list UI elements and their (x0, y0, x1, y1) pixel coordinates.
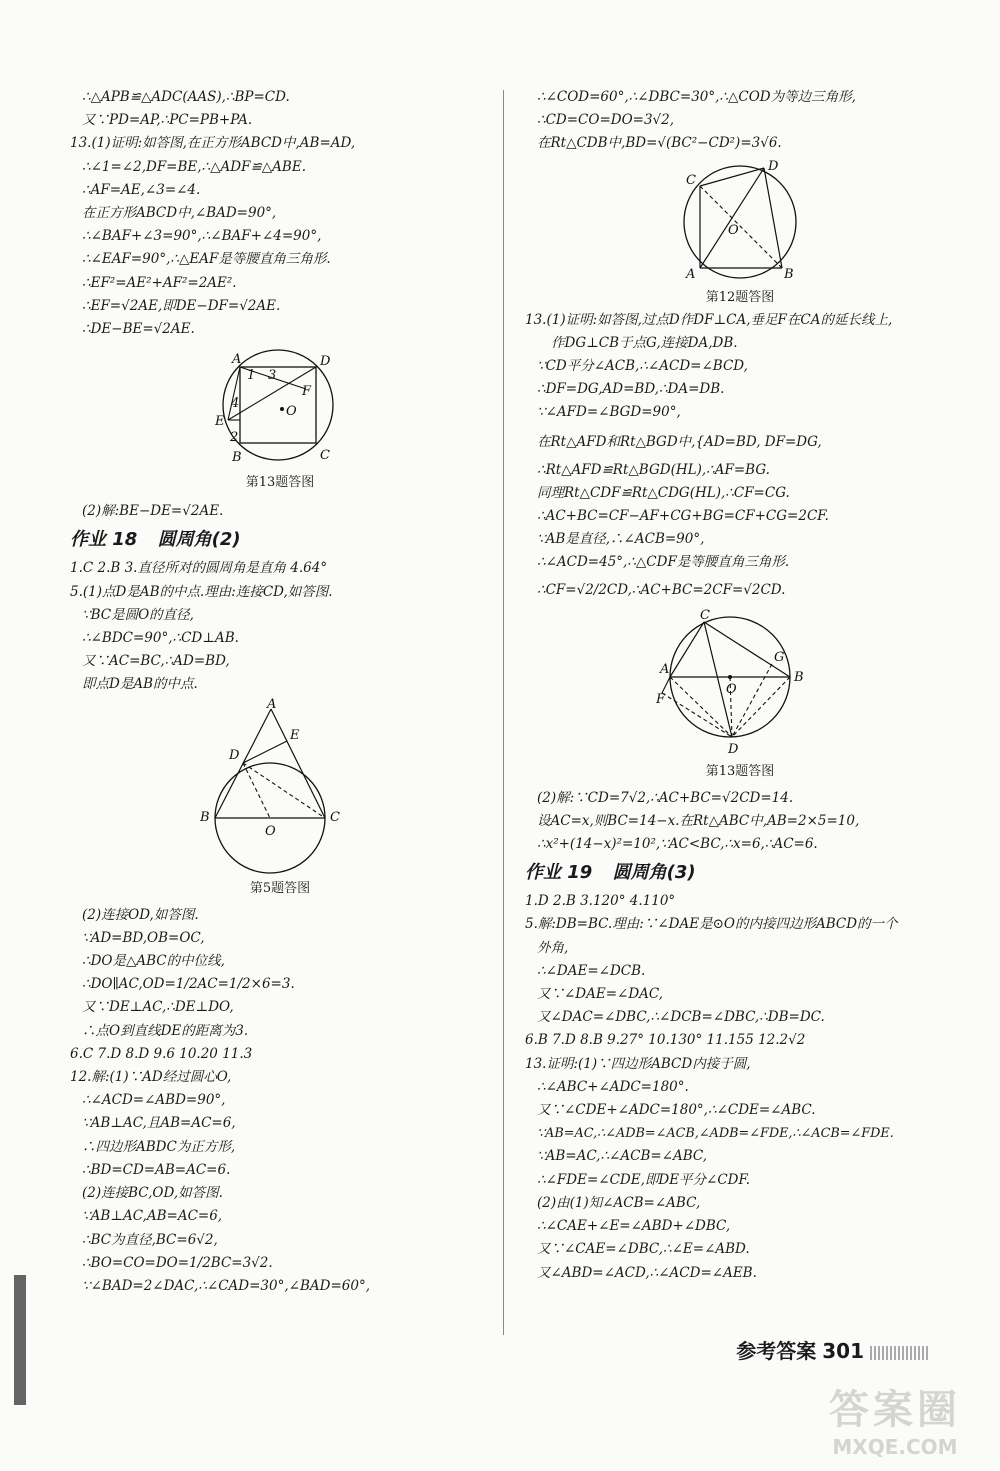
text-line: 12.解:(1)∵AD经过圆心O, (70, 1069, 232, 1086)
text-line: 5.解:DB=BC.理由:∵∠DAE是⊙O的内接四边形ABCD的一个 (525, 916, 898, 933)
page-footer (736, 1335, 930, 1364)
text-line: ∴∠ACD=45°,∴△CDF是等腰直角三角形. (537, 554, 790, 571)
watermark-url: MXQE.COM (832, 1435, 958, 1459)
text-line: ∴∠ABC+∠ADC=180°. (537, 1078, 689, 1095)
text-line: ∴EF²=AE²+AF²=2AE². (82, 274, 237, 291)
text-line: ∴CD=CO=DO=3√2, (537, 112, 675, 129)
label-1: 1 (247, 368, 256, 384)
footer-decoration (870, 1346, 930, 1360)
text-line: ∴∠ACD=∠ABD=90°, (82, 1092, 226, 1109)
figure-caption: 第5题答图 (249, 880, 311, 896)
figure-caption: 第12题答图 (705, 289, 775, 305)
label-b: B (200, 809, 210, 825)
page-edge-shadow (14, 1275, 26, 1405)
text-line: ∴AC+BC=CF−AF+CG+BG=CF+CG=2CF. (537, 508, 829, 525)
text-line: ∴∠CAE+∠E=∠ABD+∠DBC, (537, 1218, 731, 1235)
text-line: 又∵DE⊥AC,∴DE⊥DO, (82, 999, 234, 1016)
text-line: ∵BC是圆O的直径, (82, 606, 194, 623)
label-b: B (232, 450, 242, 466)
text-line: 又∵∠CAE=∠DBC,∴∠E=∠ABD. (537, 1241, 750, 1258)
label-a: A (267, 696, 277, 712)
text-line: 13.(1)证明:如答图,过点D作DF⊥CA,垂足F在CA的延长线上, (525, 311, 893, 328)
text-line: ∵CD平分∠ACB,∴∠ACD=∠BCD, (537, 358, 748, 375)
section-number: 作业 18 (70, 529, 138, 551)
text-line: (2)连接BC,OD,如答图. (82, 1185, 223, 1202)
left-column (70, 86, 490, 1298)
text-line: ∴四边形ABDC为正方形, (82, 1138, 236, 1155)
text-line: 即点D是AB的中点. (82, 676, 198, 693)
text-line: ∴∠BDC=90°,∴CD⊥AB. (82, 630, 239, 647)
text-line: ∵∠AFD=∠BGD=90°, (537, 404, 681, 421)
text-line: ∴DO是△ABC的中位线, (82, 953, 225, 970)
text-line: 又∠DAC=∠DBC,∴∠DCB=∠DBC,∴DB=DC. (537, 1009, 825, 1026)
section-title: 圆周角(3) (612, 862, 696, 884)
footer-label: 参考答案 (736, 1339, 817, 1363)
label-f: F (656, 691, 666, 707)
label-3: 3 (268, 368, 277, 384)
label-a: A (686, 266, 696, 282)
text-line: ∴∠COD=60°,∴∠DBC=30°,∴△COD为等边三角形, (537, 89, 856, 105)
watermark-logo-text: 答案圈 (829, 1387, 961, 1433)
section-header-18 (70, 525, 490, 555)
text-line: 5.(1)点D是AB的中点.理由:连接CD,如答图. (70, 583, 333, 600)
page-number: 301 (822, 1339, 864, 1363)
label-o: O (726, 681, 737, 697)
text-line: 在正方形ABCD中,∠BAD=90°, (82, 205, 277, 222)
text-line: 6.B 7.D 8.B 9.27° 10.130° 11.155 12.2√2 (525, 1032, 806, 1049)
label-c: C (330, 809, 340, 825)
label-e: E (215, 414, 225, 430)
right-column (525, 86, 955, 1285)
figure-caption: 第13题答图 (245, 475, 315, 491)
text-line: ∴BC为直径,BC=6√2, (82, 1231, 218, 1248)
text-line: 1.C 2.B 3.直径所对的圆周角是直角 4.64° (70, 560, 328, 577)
figure-12 (670, 160, 810, 285)
text-line: ∴∠EAF=90°,∴△EAF是等腰直角三角形. (82, 251, 331, 268)
figure-13-right (656, 607, 820, 759)
text-line: ∴△APB≌△ADC(AAS),∴BP=CD. (82, 89, 290, 105)
text-line: ∴BO=CO=DO=1/2BC=3√2. (82, 1254, 273, 1271)
text-line: ∵AB⊥AC,AB=AC=6, (82, 1208, 223, 1225)
text-line: 在Rt△AFD和Rt△BGD中,{AD=BD, DF=DG, (537, 433, 822, 450)
text-line: ∴∠1=∠2,DF=BE,∴△ADF≌△ABE. (82, 158, 306, 175)
section-header-19 (525, 858, 955, 888)
figure-13-left (210, 345, 350, 470)
text-line: 13.(1)证明:如答图,在正方形ABCD中,AB=AD, (70, 135, 356, 152)
label-b: B (794, 669, 804, 685)
label-e: E (290, 727, 300, 743)
label-o: O (286, 404, 297, 420)
figure-5 (195, 696, 365, 876)
circle (684, 166, 796, 278)
text-line: ∵AB=AC,∴∠ACB=∠ABC, (537, 1148, 708, 1165)
text-line: ∵AB是直径,∴∠ACB=90°, (537, 531, 705, 548)
text-line: 6.C 7.D 8.D 9.6 10.20 11.3 (70, 1045, 253, 1062)
text-line: (2)连接OD,如答图. (82, 906, 199, 923)
text-line: ∵AB=AC,∴∠ADB=∠ACB,∠ADB=∠FDE,∴∠ACB=∠FDE. (537, 1126, 894, 1142)
label-o: O (728, 222, 739, 238)
section-number: 作业 19 (525, 862, 593, 884)
label-d: D (728, 741, 739, 757)
text-line: 在Rt△CDB中,BD=√(BC²−CD²)=3√6. (537, 135, 782, 152)
text-line: 13.证明:(1)∵四边形ABCD内接于圆, (525, 1055, 751, 1072)
text-line: ∴∠DAE=∠DCB. (537, 962, 646, 979)
text-line: (2)由(1)知∠ACB=∠ABC, (537, 1194, 701, 1211)
label-b: B (784, 266, 794, 282)
text-line: (2)解:BE−DE=√2AE. (82, 503, 224, 520)
text-line: 同理Rt△CDF≌Rt△CDG(HL),∴CF=CG. (537, 484, 790, 501)
text-line: ∴x²+(14−x)²=10²,∵AC<BC,∴x=6,∴AC=6. (537, 836, 818, 853)
figure-caption: 第13题答图 (705, 763, 775, 779)
label-g: G (774, 649, 785, 665)
label-4: 4 (231, 396, 240, 412)
label-c: C (320, 448, 330, 464)
watermark (810, 1378, 980, 1458)
label-a: A (660, 661, 670, 677)
text-line: 设AC=x,则BC=14−x.在Rt△ABC中,AB=2×5=10, (537, 812, 860, 829)
text-line: ∴AF=AE,∠3=∠4. (82, 181, 201, 198)
label-c: C (700, 607, 710, 623)
text-line: ∴∠BAF+∠3=90°,∴∠BAF+∠4=90°, (82, 228, 322, 245)
label-d: D (768, 158, 779, 174)
text-line: 又∵AC=BC,∴AD=BD, (82, 653, 230, 670)
section-title: 圆周角(2) (157, 529, 241, 551)
column-divider (503, 90, 504, 1335)
label-2: 2 (230, 430, 239, 446)
text-line: (2)解:∵CD=7√2,∴AC+BC=√2CD=14. (537, 789, 794, 806)
text-line: ∵∠BAD=2∠DAC,∴∠CAD=30°,∠BAD=60°, (82, 1277, 370, 1294)
label-d: D (229, 747, 240, 763)
text-line: ∴点O到直线DE的距离为3. (82, 1022, 249, 1039)
text-line: 又∵∠CDE+∠ADC=180°,∴∠CDE=∠ABC. (537, 1102, 816, 1119)
text-line: 作DG⊥CB于点G,连接DA,DB. (551, 334, 738, 351)
text-line: ∴EF=√2AE,即DE−DF=√2AE. (82, 297, 281, 314)
text-line: ∴Rt△AFD≌Rt△BGD(HL),∴AF=BG. (537, 461, 770, 478)
text-line: ∴BD=CD=AB=AC=6. (82, 1161, 231, 1178)
text-line: ∴DE−BE=√2AE. (82, 321, 195, 338)
text-line: ∴CF=√2/2CD,∴AC+BC=2CF=√2CD. (537, 581, 786, 598)
label-c: C (686, 172, 696, 188)
text-line: 1.D 2.B 3.120° 4.110° (525, 893, 676, 910)
label-o: O (265, 823, 276, 839)
text-line: ∵AB⊥AC,且AB=AC=6, (82, 1115, 236, 1132)
text-line: ∴DF=DG,AD=BD,∴DA=DB. (537, 381, 725, 398)
text-line: ∴∠FDE=∠CDE,即DE平分∠CDF. (537, 1171, 751, 1188)
text-line: 又∠ABD=∠ACD,∴∠ACD=∠AEB. (537, 1264, 757, 1281)
text-line: ∴DO∥AC,OD=1/2AC=1/2×6=3. (82, 976, 295, 993)
text-line: ∵AD=BD,OB=OC, (82, 929, 205, 946)
label-d: D (320, 354, 331, 370)
text-line: 又∵∠DAE=∠DAC, (537, 986, 664, 1003)
label-a: A (232, 352, 242, 368)
text-line: 外角, (537, 939, 569, 956)
text-line: 又∵PD=AP,∴PC=PB+PA. (82, 112, 253, 129)
label-f: F (302, 384, 312, 400)
